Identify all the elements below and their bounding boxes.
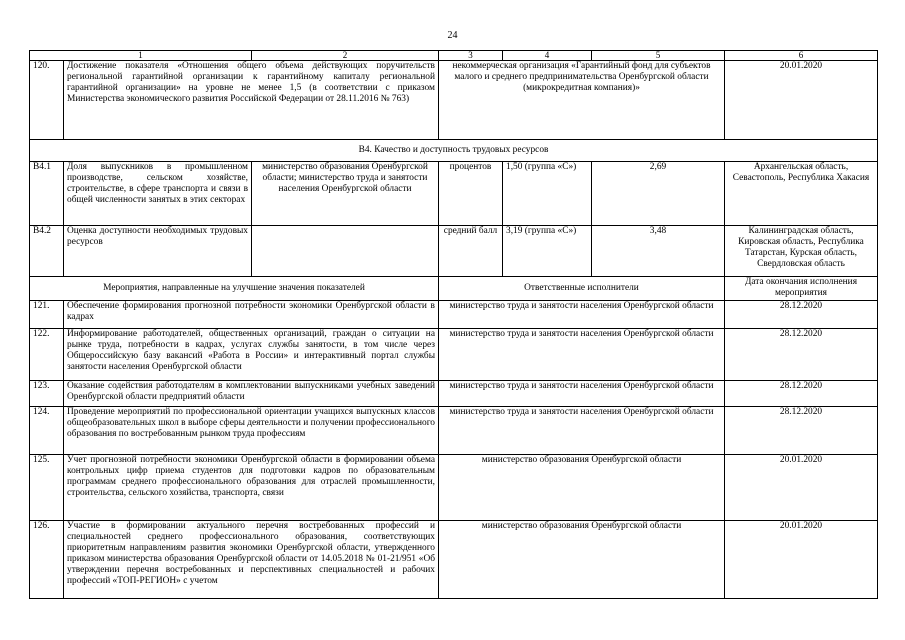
executors-header: Ответственные исполнители [439,277,725,301]
measure-executor: министерство труда и занятости населения Оренбургской области [439,301,725,329]
indicator-unit: средний балл [439,226,503,277]
deadline-date: 28.12.2020 [725,381,878,407]
deadline-date: 20.01.2020 [725,61,878,140]
section-title: В4. Качество и доступность трудовых ресурсов [30,140,878,162]
row-number: 125. [30,455,64,521]
indicator-base-value: 3,19 (группа «С») [503,226,592,277]
row-number: 121. [30,301,64,329]
deadline-date: 20.01.2020 [725,455,878,521]
measures-title: Мероприятия, направленные на улучшение значения показателей [30,277,439,301]
table-row [30,329,878,381]
indicator-responsible: министерство образования Оренбургской области; министерство труда и занятости населения Оренбургской области [252,162,439,226]
column-header-4: 4 [503,51,592,61]
indicator-target-value: 2,69 [592,162,725,226]
section-row [30,140,878,162]
measure-text: Информирование работодателей, общественных организаций, граждан о ситуации на рынке труда, потребности в кадрах, услугах службы занятости, в том числе через Общероссийскую базу вакансий «Работа в России» и интерактивный портал службы занятости населения Оренбургской области [64,329,439,381]
measure-text: Обеспечение формирования прогнозной потребности экономики Оренбургской области в кадрах [64,301,439,329]
measure-executor: министерство образования Оренбургской области [439,521,725,599]
measure-executor: министерство труда и занятости населения Оренбургской области [439,329,725,381]
indicator-regions: Архангельская область, Севастополь, Республика Хакасия [725,162,878,226]
column-number-row [30,51,878,61]
indicator-responsible [252,226,439,277]
indicator-regions: Калининградская область, Кировская область, Республика Татарстан, Курская область, Свердловская область [725,226,878,277]
table-row [30,455,878,521]
column-header-2: 2 [252,51,439,61]
row-number: 124. [30,407,64,455]
deadline-date: 28.12.2020 [725,329,878,381]
measure-text: Учет прогнозной потребности экономики Оренбургской области в формировании объема контрольных цифр приема студентов для подготовки кадров по образовательным программам среднего профессионального образования для отраслей промышленности, строительства, сельского хозяйства, транспорта, связи [64,455,439,521]
indicator-number: В4.2 [30,226,64,277]
measures-header-row [30,277,878,301]
table-row [30,407,878,455]
deadline-date: 28.12.2020 [725,407,878,455]
indicator-target-value: 3,48 [592,226,725,277]
column-header-1: 1 [30,51,252,61]
row-number: 126. [30,521,64,599]
measure-text: Участие в формировании актуального перечня востребованных профессий и специальностей среднего профессионального образования, соответствующих приоритетным направлениям развития экономики Оренбургской области, утвержденного приказом министерства образования Оренбургской области от 14.05.2018 № 01-21/951 «Об утверждении перечня востребованных и перспективных специальностей и рабочих профессий «ТОП-РЕГИОН» с учетом [64,521,439,599]
indicator-number: В4.1 [30,162,64,226]
deadline-date: 28.12.2020 [725,301,878,329]
measure-executor: министерство труда и занятости населения Оренбургской области [439,381,725,407]
column-header-6: 6 [725,51,878,61]
row-number: 123. [30,381,64,407]
measure-text: Оказание содействия работодателям в комплектовании выпускниками учебных заведений Оренбургской области предприятий области [64,381,439,407]
responsible-org: некоммерческая организация «Гарантийный фонд для субъектов малого и среднего предпринимательства Оренбургской области (микрокредитная компания)» [439,61,725,140]
indicator-base-value: 1,50 (группа «С») [503,162,592,226]
deadline-header: Дата окончания исполнения мероприятия [725,277,878,301]
row-number: 120. [30,61,64,140]
column-header-3: 3 [439,51,503,61]
deadline-date: 20.01.2020 [725,521,878,599]
table-row [30,521,878,599]
indicator-unit: процентов [439,162,503,226]
indicator-name: Доля выпускников в промышленном производстве, сельском хозяйстве, строительстве, в сфере транспорта и связи в общей численности занятых в этих секторах [64,162,252,226]
measure-executor: министерство труда и занятости населения Оренбургской области [439,407,725,455]
measure-text: Проведение мероприятий по профессиональной ориентации учащихся выпускных классов общеобразовательных школ в выборе сферы деятельности и получении профессионального образования по востребованным рынком труда профессиям [64,407,439,455]
measure-text: Достижение показателя «Отношения общего объема действующих поручительств региональной гарантийной организации к гарантийному капиталу региональной гарантийной организации» на уровне не менее 1,5 (в соответствии с приказом Министерства экономического развития Российской Федерации от 28.11.2016 № 763) [64,61,439,140]
row-number: 122. [30,329,64,381]
table-row [30,301,878,329]
indicator-name: Оценка доступности необходимых трудовых ресурсов [64,226,252,277]
measures-table [29,50,878,599]
table-row [30,61,878,140]
column-header-5: 5 [592,51,725,61]
table-row [30,381,878,407]
measure-executor: министерство образования Оренбургской области [439,455,725,521]
page-number: 24 [447,30,458,41]
indicator-row [30,226,878,277]
indicator-row [30,162,878,226]
